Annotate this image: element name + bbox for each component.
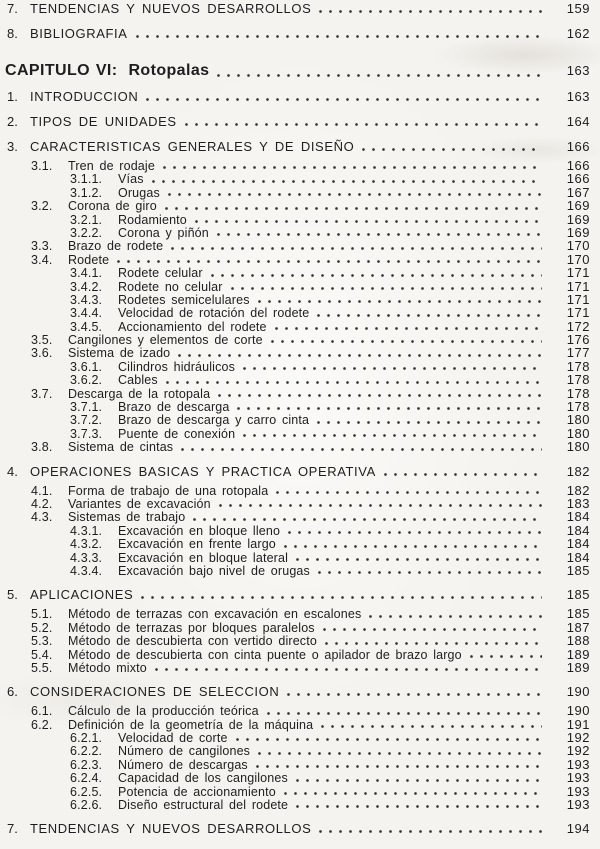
toc-page-number: 182 bbox=[566, 463, 590, 479]
toc-entry-label: TENDENCIAS Y NUEVOS DESARROLLOS bbox=[30, 1, 312, 16]
toc-entry bbox=[0, 186, 600, 199]
toc-page-number: 169 bbox=[566, 198, 590, 214]
toc-page-number: 185 bbox=[566, 587, 590, 603]
toc-entry-label: Orugas bbox=[118, 185, 160, 200]
toc-page-number: 166 bbox=[566, 139, 590, 154]
toc-entry bbox=[0, 27, 600, 41]
leader-dots bbox=[117, 260, 542, 263]
toc-entry bbox=[0, 588, 600, 602]
leader-dots bbox=[318, 571, 542, 574]
toc-entry bbox=[0, 744, 600, 757]
toc-entry bbox=[0, 785, 600, 798]
toc-entry bbox=[0, 704, 600, 717]
toc-entry bbox=[0, 718, 600, 731]
toc-page-number: 171 bbox=[566, 291, 590, 307]
toc-entry bbox=[0, 607, 600, 620]
toc-entry-label: Velocidad de rotación del rodete bbox=[118, 306, 310, 321]
toc-entry-number: 3.1.1. bbox=[70, 172, 103, 187]
toc-page-number: 170 bbox=[566, 251, 590, 267]
leader-dots bbox=[319, 830, 542, 833]
toc-entry bbox=[0, 239, 600, 252]
toc-page-number: 188 bbox=[566, 633, 590, 649]
toc-entry bbox=[0, 333, 600, 346]
toc-entry-number: 6.2.2. bbox=[70, 744, 103, 759]
toc-page-number: 187 bbox=[566, 619, 590, 635]
toc-page-number: 178 bbox=[566, 399, 590, 415]
toc-entry bbox=[0, 465, 600, 479]
leader-dots bbox=[321, 725, 542, 728]
toc-entry-number: 6. bbox=[7, 684, 18, 700]
toc-entry-label: Potencia de accionamiento bbox=[118, 784, 276, 799]
toc-entry-number: 5.5. bbox=[31, 660, 53, 675]
leader-dots bbox=[237, 407, 542, 410]
toc-entry-number: 3.1. bbox=[31, 159, 53, 173]
toc-entry bbox=[0, 293, 600, 306]
toc-entry-label: Cangilones y elementos de corte bbox=[68, 333, 263, 348]
leader-dots bbox=[195, 220, 542, 223]
leader-dots bbox=[146, 98, 542, 101]
leader-dots bbox=[296, 805, 542, 808]
leader-dots bbox=[288, 531, 542, 534]
leader-dots bbox=[152, 180, 542, 183]
leader-dots bbox=[141, 596, 542, 599]
toc-entry bbox=[0, 320, 600, 333]
toc-entry-label: Método de descubierta con vertido directo bbox=[68, 634, 317, 649]
leader-dots bbox=[317, 421, 542, 424]
leader-dots bbox=[165, 207, 542, 210]
toc-entry-label: INTRODUCCION bbox=[30, 89, 139, 104]
toc-entry bbox=[0, 253, 600, 266]
toc-entry bbox=[0, 798, 600, 811]
leader-dots bbox=[258, 752, 542, 755]
toc-entry bbox=[0, 280, 600, 293]
toc-entry-label: CARACTERISTICAS GENERALES Y DE DISEÑO bbox=[30, 139, 355, 154]
toc-entry-number: 3.7. bbox=[31, 386, 53, 401]
toc-entry-number: 3.2. bbox=[31, 199, 53, 214]
toc-entry-label: Cables bbox=[118, 373, 158, 388]
toc-entry-number: 3.4.4. bbox=[70, 306, 103, 321]
toc-entry-label: Forma de trabajo de una rotopala bbox=[68, 483, 269, 498]
toc-entry-number: 3.7.3. bbox=[70, 426, 103, 441]
toc-entry bbox=[0, 758, 600, 771]
toc-entry bbox=[0, 771, 600, 784]
leader-dots bbox=[267, 712, 542, 715]
toc-entry-number: 1. bbox=[7, 89, 18, 104]
toc-page-number: 159 bbox=[566, 1, 590, 16]
toc-page-number: 184 bbox=[566, 522, 590, 538]
toc-entry-label: Descarga de la rotopala bbox=[68, 386, 211, 401]
toc-entry bbox=[0, 387, 600, 400]
toc-entry-label: Velocidad de corte bbox=[118, 731, 228, 746]
toc-entry bbox=[0, 360, 600, 373]
toc-page-number: 191 bbox=[566, 716, 590, 732]
toc-entry bbox=[0, 497, 600, 510]
leader-dots bbox=[296, 558, 542, 561]
toc-page-number: 190 bbox=[566, 703, 590, 719]
toc-entry-number: 5.2. bbox=[31, 620, 53, 635]
toc-entry-label: Accionamiento del rodete bbox=[118, 319, 267, 334]
toc-entry-number: 3.6. bbox=[31, 346, 53, 361]
toc-page-number: 185 bbox=[566, 606, 590, 622]
toc-entry-label: BIBLIOGRAFIA bbox=[30, 26, 128, 41]
toc-entry-number: 3.2.1. bbox=[70, 212, 103, 227]
toc-entry bbox=[0, 140, 600, 154]
toc-entry-label: Variantes de excavación bbox=[68, 496, 211, 511]
toc-page-number: 190 bbox=[566, 684, 590, 700]
toc-entry bbox=[0, 524, 600, 537]
toc-entry-label: TENDENCIAS Y NUEVOS DESARROLLOS bbox=[30, 821, 312, 837]
toc-entry-label: Excavación bajo nivel de orugas bbox=[118, 563, 310, 578]
toc-entry-number: 3.7.1. bbox=[70, 400, 103, 415]
toc-entry-label: Excavación en bloque lateral bbox=[118, 550, 289, 565]
toc-entry-label: Rodete no celular bbox=[118, 279, 223, 294]
toc-entry-label: Método mixto bbox=[68, 660, 147, 675]
toc-entry-number: 3.4.5. bbox=[70, 319, 103, 334]
toc-page-number: 193 bbox=[566, 770, 590, 786]
toc-page-number: 184 bbox=[566, 549, 590, 565]
toc-entry-number: 5.3. bbox=[31, 634, 53, 649]
leader-dots bbox=[296, 779, 542, 782]
toc-page-number: 178 bbox=[566, 385, 590, 401]
toc-entry-label: APLICACIONES bbox=[30, 587, 134, 603]
toc-entry-number: 5.4. bbox=[31, 647, 53, 662]
toc-entry-number: 6.2.6. bbox=[70, 798, 103, 813]
toc-page-number: 180 bbox=[566, 425, 590, 441]
leader-dots bbox=[284, 545, 542, 548]
toc-entry-label: Cilindros hidráulicos bbox=[118, 359, 236, 374]
toc-entry-number: 6.2.3. bbox=[70, 757, 103, 772]
toc-entry bbox=[0, 226, 600, 239]
toc-entry bbox=[0, 306, 600, 319]
toc-entry-number: 4.2. bbox=[31, 496, 53, 511]
toc-entry bbox=[0, 484, 600, 497]
toc-entry-number: CAPITULO VI: bbox=[5, 62, 118, 79]
toc-entry-number: 6.2. bbox=[31, 717, 53, 732]
leader-dots bbox=[470, 655, 542, 658]
toc-page-number: 193 bbox=[566, 756, 590, 772]
toc-page-number: 170 bbox=[566, 238, 590, 254]
toc-entry-number: 3.4.1. bbox=[70, 266, 103, 281]
toc-list bbox=[0, 2, 600, 836]
toc-entry-label: Rodetes semicelulares bbox=[118, 292, 250, 307]
toc-entry-number: 3.2.2. bbox=[70, 225, 103, 240]
toc-entry-number: 4.3.1. bbox=[70, 523, 103, 538]
leader-dots bbox=[181, 448, 542, 451]
toc-entry bbox=[0, 413, 600, 426]
toc-entry-number: 4.3.4. bbox=[70, 563, 103, 578]
leader-dots bbox=[178, 354, 542, 357]
toc-entry-number: 6.2.4. bbox=[70, 771, 103, 786]
toc-entry bbox=[0, 648, 600, 661]
toc-entry bbox=[0, 634, 600, 647]
leader-dots bbox=[218, 394, 542, 397]
toc-entry-label: Brazo de rodete bbox=[68, 239, 164, 254]
toc-entry-label: Capacidad de los cangilones bbox=[118, 771, 288, 786]
leader-dots bbox=[319, 10, 542, 13]
toc-entry bbox=[0, 2, 600, 16]
toc-entry-label: Brazo de descarga bbox=[118, 400, 230, 415]
leader-dots bbox=[217, 74, 542, 77]
toc-entry bbox=[0, 346, 600, 359]
toc-entry bbox=[0, 685, 600, 699]
toc-entry-label: Brazo de descarga y carro cinta bbox=[118, 413, 310, 428]
toc-entry-number: 7. bbox=[7, 821, 18, 837]
toc-entry-number: 3.3. bbox=[31, 239, 53, 254]
toc-entry bbox=[0, 661, 600, 674]
leader-dots bbox=[384, 473, 542, 476]
toc-page-number: 192 bbox=[566, 730, 590, 746]
toc-page-number: 169 bbox=[566, 211, 590, 227]
toc-entry-number: 6.2.5. bbox=[70, 784, 103, 799]
toc-entry bbox=[0, 266, 600, 279]
toc-entry-label: Rotopalas bbox=[128, 62, 210, 79]
toc-page-number: 167 bbox=[566, 184, 590, 200]
toc-page-number: 193 bbox=[566, 783, 590, 799]
toc-entry-number: 7. bbox=[7, 1, 18, 16]
toc-page-number: 194 bbox=[566, 821, 590, 837]
toc-entry-label: Rodete bbox=[68, 252, 110, 267]
toc-page-number: 178 bbox=[566, 372, 590, 388]
toc-page-number: 176 bbox=[566, 332, 590, 348]
toc-entry bbox=[0, 159, 600, 172]
toc-entry-number: 5.1. bbox=[31, 607, 53, 622]
toc-page-number: 185 bbox=[566, 562, 590, 578]
toc-entry-label: Rodete celular bbox=[118, 266, 203, 281]
leader-dots bbox=[136, 35, 542, 38]
toc-page-number: 162 bbox=[566, 26, 590, 41]
toc-entry-number: 3.6.2. bbox=[70, 373, 103, 388]
toc-page-number: 166 bbox=[566, 171, 590, 187]
leader-dots bbox=[284, 792, 542, 795]
toc-entry bbox=[0, 510, 600, 523]
toc-entry-label: Método de terrazas por bloques paralelos bbox=[68, 620, 315, 635]
toc-page-number: 184 bbox=[566, 509, 590, 525]
toc-entry-number: 4.3.2. bbox=[70, 537, 103, 552]
toc-entry-number: 3.4.3. bbox=[70, 292, 103, 307]
toc-page-number: 163 bbox=[566, 63, 590, 78]
leader-dots bbox=[317, 314, 542, 317]
toc-entry-label: Definición de la geometría de la máquina bbox=[68, 717, 314, 732]
toc-entry bbox=[0, 621, 600, 634]
toc-entry-label: Sistema de cintas bbox=[68, 440, 174, 455]
leader-dots bbox=[256, 765, 542, 768]
leader-dots bbox=[325, 642, 542, 645]
toc-entry-number: 3.4. bbox=[31, 252, 53, 267]
toc-entry-label: CONSIDERACIONES DE SELECCION bbox=[30, 684, 280, 700]
toc-entry-label: Número de cangilones bbox=[118, 744, 251, 759]
toc-entry-label: Rodamiento bbox=[118, 212, 187, 227]
toc-page-number: 180 bbox=[566, 439, 590, 455]
toc-entry-label: Sistemas de trabajo bbox=[68, 510, 186, 525]
toc-page-number: 178 bbox=[566, 358, 590, 374]
toc-entry-label: Diseño estructural del rodete bbox=[118, 798, 289, 813]
leader-dots bbox=[163, 166, 542, 169]
toc-entry bbox=[0, 213, 600, 226]
toc-entry-number: 3.7.2. bbox=[70, 413, 103, 428]
toc-entry-label: Número de descargas bbox=[118, 757, 248, 772]
leader-dots bbox=[168, 193, 542, 196]
toc-entry-label: Método de descubierta con cinta puente o apilador de brazo largo bbox=[68, 647, 462, 662]
toc-page-number: 171 bbox=[566, 278, 590, 294]
leader-dots bbox=[193, 518, 542, 521]
toc-page-number: 171 bbox=[566, 265, 590, 281]
toc-entry-number: 3. bbox=[7, 139, 18, 154]
toc-page-number: 163 bbox=[566, 89, 590, 104]
leader-dots bbox=[219, 504, 542, 507]
leader-dots bbox=[275, 327, 542, 330]
leader-dots bbox=[362, 148, 542, 151]
leader-dots bbox=[323, 628, 542, 631]
toc-entry bbox=[0, 373, 600, 386]
toc-entry-label: Corona de giro bbox=[68, 199, 157, 214]
toc-entry-number: 4.1. bbox=[31, 483, 53, 498]
toc-entry-number: 4.3.3. bbox=[70, 550, 103, 565]
toc-entry-number: 3.8. bbox=[31, 440, 53, 455]
toc-entry-label: Método de terrazas con excavación en escalones bbox=[68, 607, 362, 622]
toc-entry bbox=[0, 400, 600, 413]
toc-entry bbox=[0, 440, 600, 453]
toc-entry-label: TIPOS DE UNIDADES bbox=[30, 114, 177, 129]
toc-entry bbox=[0, 172, 600, 185]
toc-entry-label: Sistema de izado bbox=[68, 346, 171, 361]
toc-entry-label: Corona y piñón bbox=[118, 225, 209, 240]
toc-page-number: 180 bbox=[566, 412, 590, 428]
toc-page-number: 189 bbox=[566, 646, 590, 662]
leader-dots bbox=[287, 693, 542, 696]
leader-dots bbox=[166, 381, 542, 384]
toc-entry bbox=[0, 537, 600, 550]
toc-entry bbox=[0, 427, 600, 440]
toc-entry bbox=[0, 90, 600, 104]
toc-entry-label: Tren de rodaje bbox=[68, 159, 155, 173]
toc-entry-number: 3.4.2. bbox=[70, 279, 103, 294]
toc-page-number: 172 bbox=[566, 318, 590, 334]
leader-dots bbox=[236, 738, 542, 741]
toc-entry-number: 3.5. bbox=[31, 333, 53, 348]
toc-entry-label: Vías bbox=[118, 172, 144, 187]
toc-entry-number: 2. bbox=[7, 114, 18, 129]
toc-page-number: 193 bbox=[566, 797, 590, 813]
toc-entry-label: Excavación en frente largo bbox=[118, 537, 276, 552]
toc-entry bbox=[0, 822, 600, 836]
toc-page-number: 184 bbox=[566, 536, 590, 552]
leader-dots bbox=[231, 287, 542, 290]
toc-entry bbox=[0, 115, 600, 129]
toc-page-number: 177 bbox=[566, 345, 590, 361]
toc-page-number: 166 bbox=[566, 158, 590, 173]
leader-dots bbox=[243, 367, 542, 370]
toc-entry-number: 3.6.1. bbox=[70, 359, 103, 374]
toc-entry bbox=[0, 551, 600, 564]
toc-entry-number: 3.1.2. bbox=[70, 185, 103, 200]
leader-dots bbox=[243, 434, 542, 437]
leader-dots bbox=[276, 491, 542, 494]
toc-entry-number: 6.1. bbox=[31, 704, 53, 719]
toc-entry-number: 8. bbox=[7, 26, 18, 41]
leader-dots bbox=[369, 615, 542, 618]
toc-page-number: 164 bbox=[566, 114, 590, 129]
chapter-heading bbox=[0, 60, 600, 82]
leader-dots bbox=[211, 274, 542, 277]
toc-page-number: 182 bbox=[566, 482, 590, 498]
toc-entry-number: 4. bbox=[7, 463, 18, 479]
toc-page-number: 183 bbox=[566, 495, 590, 511]
toc-entry bbox=[0, 731, 600, 744]
leader-dots bbox=[217, 233, 542, 236]
toc-page-number: 171 bbox=[566, 305, 590, 321]
toc-entry-number: 6.2.1. bbox=[70, 731, 103, 746]
toc-page-number: 189 bbox=[566, 659, 590, 675]
leader-dots bbox=[271, 340, 542, 343]
toc-entry-number: 5. bbox=[7, 587, 18, 603]
toc-entry-label: Excavación en bloque lleno bbox=[118, 523, 281, 538]
toc-entry bbox=[0, 564, 600, 577]
toc-page-number: 169 bbox=[566, 224, 590, 240]
leader-dots bbox=[171, 247, 542, 250]
leader-dots bbox=[185, 123, 542, 126]
toc-entry-label: OPERACIONES BASICAS Y PRACTICA OPERATIVA bbox=[30, 463, 376, 479]
toc-entry-label: Cálculo de la producción teórica bbox=[68, 704, 259, 719]
toc-entry-number: 4.3. bbox=[31, 510, 53, 525]
toc-entry bbox=[0, 199, 600, 212]
toc-page-number: 192 bbox=[566, 743, 590, 759]
toc-entry-label: Puente de conexión bbox=[118, 426, 236, 441]
leader-dots bbox=[258, 300, 542, 303]
leader-dots bbox=[155, 668, 542, 671]
